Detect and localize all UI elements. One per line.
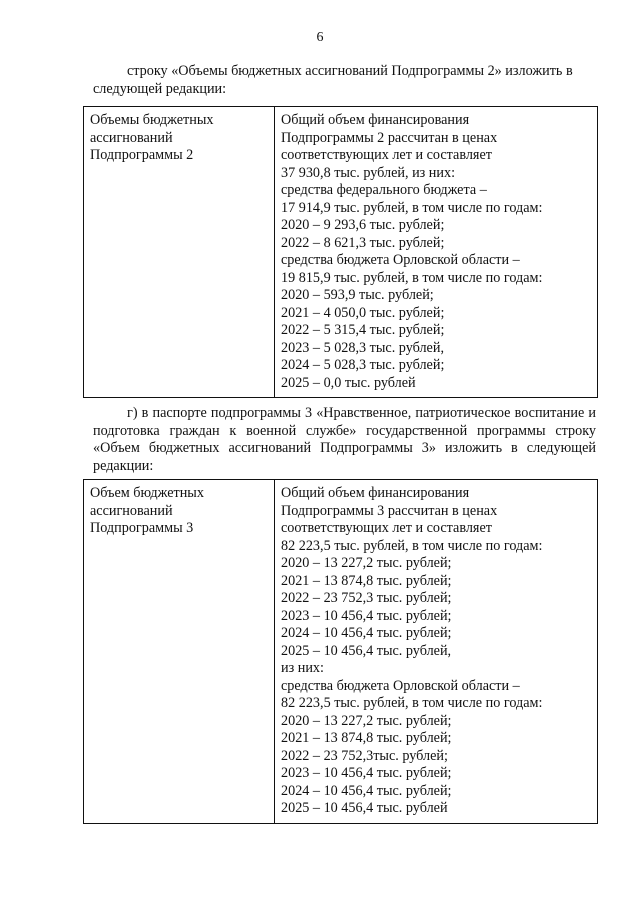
table-value-cell xyxy=(275,480,598,824)
value-line: средства бюджета Орловской области – xyxy=(281,677,520,694)
value-line: 37 930,8 тыс. рублей, из них: xyxy=(281,164,456,181)
table-value-cell xyxy=(275,107,598,398)
value-line: 2023 – 10 456,4 тыс. рублей; xyxy=(281,607,452,624)
label-line: ассигнований xyxy=(90,502,173,519)
value-line: средства бюджета Орловской области – xyxy=(281,252,520,268)
table-label-cell xyxy=(84,107,275,398)
table-row xyxy=(84,107,598,398)
value-line: 17 914,9 тыс. рублей, в том числе по годам: xyxy=(281,199,543,216)
budget-table-subprogram-3 xyxy=(83,479,598,824)
value-line: 19 815,9 тыс. рублей, в том числе по годам: xyxy=(281,269,543,286)
page-number: 6 xyxy=(316,30,324,45)
value-line: Общий объем финансирования xyxy=(281,112,470,128)
value-line: 2025 – 10 456,4 тыс. рублей, xyxy=(281,642,452,659)
paragraph-subprogram-3: г) в паспорте подпрограммы 3 «Нравственное, патриотическое воспитание и подготовка граждан к военной службе» государственной программы строку «Объем бюджетных ассигнований Подпрограммы 3» изложить в следующей редакции: xyxy=(93,405,596,474)
value-line: 82 223,5 тыс. рублей, в том числе по годам: xyxy=(281,695,543,711)
value-line: Общий объем финансирования xyxy=(281,485,470,501)
value-line: 2021 – 4 050,0 тыс. рублей; xyxy=(281,304,445,321)
label-line: Подпрограммы 2 xyxy=(90,147,194,163)
value-line: 2023 – 10 456,4 тыс. рублей; xyxy=(281,765,452,781)
value-line: 2022 – 5 315,4 тыс. рублей; xyxy=(281,322,445,338)
label-line: ассигнований xyxy=(90,129,173,146)
value-line: 2025 – 10 456,4 тыс. рублей xyxy=(281,800,448,816)
value-line: Подпрограммы 2 рассчитан в ценах xyxy=(281,129,498,146)
value-line: 2023 – 5 028,3 тыс. рублей, xyxy=(281,339,444,356)
value-line: 2022 – 23 752,3тыс. рублей; xyxy=(281,747,448,764)
value-line: 2024 – 10 456,4 тыс. рублей; xyxy=(281,625,452,641)
label-line: Объемы бюджетных xyxy=(90,112,214,128)
value-line: 2021 – 13 874,8 тыс. рублей; xyxy=(281,730,452,746)
value-line: Подпрограммы 3 рассчитан в ценах xyxy=(281,502,498,519)
value-line: средства федерального бюджета – xyxy=(281,182,487,198)
value-line: 2022 – 23 752,3 тыс. рублей; xyxy=(281,590,452,606)
value-line: 2020 – 13 227,2 тыс. рублей; xyxy=(281,712,452,729)
value-line: 2025 – 0,0 тыс. рублей xyxy=(281,374,416,391)
value-line: из них: xyxy=(281,660,324,676)
value-line: 2022 – 8 621,3 тыс. рублей; xyxy=(281,234,445,251)
table-row xyxy=(84,480,598,824)
value-line: 2021 – 13 874,8 тыс. рублей; xyxy=(281,572,452,589)
value-line: 82 223,5 тыс. рублей, в том числе по годам: xyxy=(281,537,543,554)
label-line: Подпрограммы 3 xyxy=(90,520,194,536)
value-line: соответствующих лет и составляет xyxy=(281,147,492,163)
value-line: 2024 – 5 028,3 тыс. рублей; xyxy=(281,357,445,373)
value-line: 2020 – 593,9 тыс. рублей; xyxy=(281,287,434,303)
value-line: 2020 – 9 293,6 тыс. рублей; xyxy=(281,217,445,233)
label-line: Объем бюджетных xyxy=(90,485,204,501)
intro-paragraph: строку «Объемы бюджетных ассигнований Подпрограммы 2» изложить в следующей редакции: xyxy=(93,63,573,97)
budget-table-subprogram-2 xyxy=(83,106,598,398)
value-line: 2020 – 13 227,2 тыс. рублей; xyxy=(281,555,452,571)
value-line: 2024 – 10 456,4 тыс. рублей; xyxy=(281,782,452,799)
value-line: соответствующих лет и составляет xyxy=(281,520,492,536)
table-label-cell xyxy=(84,480,275,824)
